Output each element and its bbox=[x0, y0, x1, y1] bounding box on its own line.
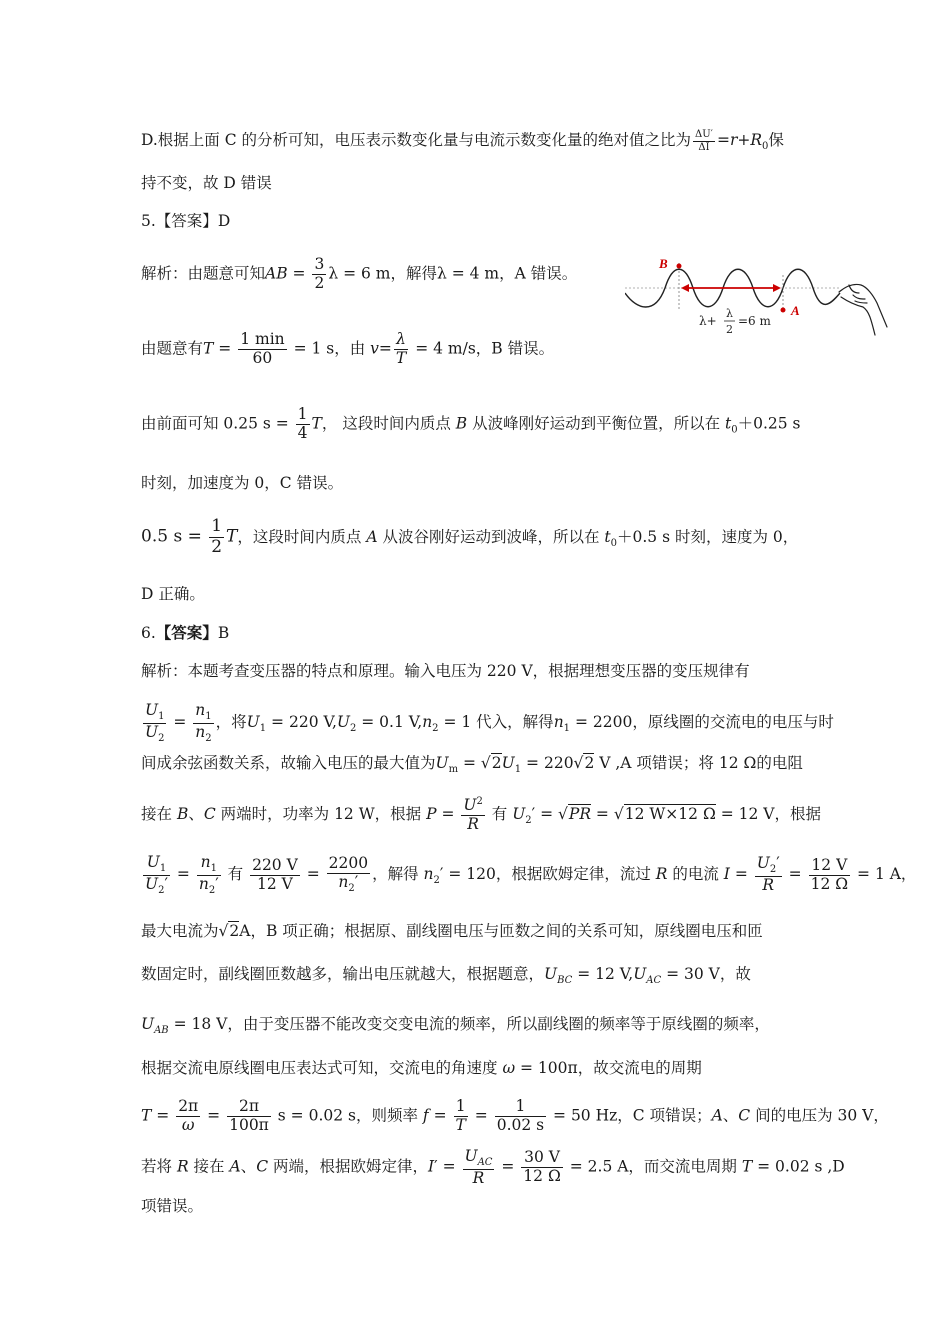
text: = bbox=[287, 264, 311, 283]
text: 0.5 s = bbox=[141, 526, 208, 547]
math: U bbox=[633, 965, 647, 983]
text: = bbox=[469, 1106, 493, 1125]
text: = bbox=[151, 1106, 175, 1125]
question-number: 5. bbox=[141, 212, 156, 230]
text: ＋0.25 s bbox=[737, 414, 801, 433]
math: AB bbox=[265, 264, 288, 283]
prime: ′ bbox=[354, 873, 359, 892]
text: = 12 V, bbox=[572, 965, 634, 983]
math: t bbox=[604, 527, 611, 546]
math: P bbox=[426, 804, 437, 823]
text: = bbox=[496, 1157, 520, 1176]
text: D.根据上面 C 的分析可知，电压表示数变化量与电流示数变化量的绝对值之比为 bbox=[141, 131, 692, 149]
q6-heading bbox=[141, 622, 229, 644]
arrow-head-left bbox=[681, 284, 689, 292]
q5-line6 bbox=[141, 583, 205, 605]
text: = bbox=[202, 1106, 226, 1125]
text: 时刻，加速度为 0，C 错误。 bbox=[141, 474, 344, 492]
fraction bbox=[227, 1098, 271, 1135]
text: = 0.02 s ,D bbox=[752, 1157, 845, 1176]
frac-num: n bbox=[195, 701, 206, 719]
math: R bbox=[176, 1157, 189, 1176]
q6-line7 bbox=[141, 963, 751, 992]
text: 的电流 bbox=[667, 865, 724, 884]
math: C bbox=[203, 804, 216, 823]
math: U bbox=[141, 1015, 155, 1033]
frac-num: 12 V bbox=[809, 857, 851, 876]
text: = 4 m/s，B 错误。 bbox=[410, 339, 555, 358]
subscript: 1 bbox=[205, 711, 212, 723]
frac-num: 2π bbox=[227, 1098, 271, 1117]
math: C bbox=[256, 1157, 269, 1176]
text: = 12 V，根据 bbox=[715, 804, 821, 823]
text: 间的电压为 30 V， bbox=[750, 1106, 889, 1125]
frac-den: n bbox=[338, 873, 349, 892]
superscript: 2 bbox=[476, 796, 483, 807]
frac-num: 1 min bbox=[240, 330, 285, 348]
q5-line5 bbox=[141, 517, 798, 557]
math: T bbox=[741, 1157, 753, 1176]
answer-value: B bbox=[217, 624, 230, 642]
text: = bbox=[436, 804, 460, 823]
d-conclusion-line2 bbox=[141, 172, 272, 194]
text: = 18 V，由于变压器不能改变交变电流的频率，所以副线圈的频率等于原线圈的频率， bbox=[168, 1015, 770, 1033]
fraction bbox=[176, 1098, 200, 1135]
figure-eq-a: λ+ bbox=[699, 314, 717, 328]
fraction bbox=[394, 331, 408, 368]
text: 从波峰刚好运动到平衡位置，所以在 bbox=[467, 414, 725, 433]
ratio-fraction bbox=[693, 129, 715, 153]
d-conclusion-line1 bbox=[141, 129, 784, 158]
fraction bbox=[809, 857, 851, 894]
text: = 1 s，由 bbox=[288, 339, 371, 358]
subscript: AB bbox=[154, 1025, 169, 1037]
frac-num: 30 V bbox=[521, 1149, 563, 1168]
q6-line8 bbox=[141, 1013, 770, 1042]
figure-eq-num: λ bbox=[726, 307, 733, 320]
subscript: 2 bbox=[158, 884, 165, 896]
point-b bbox=[677, 264, 682, 269]
frac-den: R bbox=[762, 875, 775, 894]
sqrt-arg: 2 bbox=[491, 754, 502, 772]
text: = 50 Hz，C 项错误； bbox=[548, 1106, 712, 1125]
math: I bbox=[723, 865, 730, 884]
subscript: 1 bbox=[259, 723, 267, 735]
subscript: 2 bbox=[525, 814, 532, 826]
text: = bbox=[783, 865, 807, 884]
frac-num: 1 bbox=[211, 516, 223, 536]
q5-heading bbox=[141, 210, 230, 232]
frac-den: 4 bbox=[297, 423, 308, 442]
sqrt-arg: PR bbox=[568, 804, 591, 823]
q6-line10 bbox=[141, 1098, 889, 1135]
prime: ′ bbox=[164, 874, 168, 893]
fraction bbox=[143, 854, 170, 896]
fraction bbox=[193, 702, 213, 744]
text: 两端时，功率为 12 W，根据 bbox=[215, 804, 427, 823]
prime: ′ bbox=[215, 874, 219, 893]
fraction bbox=[250, 857, 300, 894]
text: 两端，根据欧姆定律， bbox=[268, 1157, 428, 1176]
ratio-rhs: =r+R bbox=[716, 131, 763, 149]
prime: ′ bbox=[776, 854, 780, 873]
text: ′ = bbox=[434, 1157, 461, 1176]
point-a bbox=[781, 308, 786, 313]
frac-num: 1 bbox=[454, 1098, 468, 1117]
text: = 100π，故交流电的周期 bbox=[515, 1059, 702, 1077]
frac-num: U bbox=[146, 853, 160, 871]
frac-num: 2200 bbox=[328, 854, 369, 873]
fraction bbox=[461, 796, 484, 834]
q6-line2 bbox=[141, 702, 834, 744]
subscript: BC bbox=[557, 975, 573, 987]
frac-den: n bbox=[198, 874, 209, 893]
text: 项错误。 bbox=[141, 1197, 204, 1215]
label-b: B bbox=[659, 256, 668, 271]
q5-line2 bbox=[141, 331, 554, 368]
frac-num: 220 V bbox=[252, 855, 298, 874]
q6-line12 bbox=[141, 1195, 203, 1217]
ratio-num: ΔU′ bbox=[695, 129, 713, 140]
text: = 30 V，故 bbox=[661, 965, 751, 983]
fraction bbox=[197, 854, 221, 896]
text: = bbox=[168, 713, 192, 732]
math: I bbox=[428, 1157, 435, 1176]
text: = 0.1 V, bbox=[356, 713, 423, 732]
q6-line6 bbox=[141, 920, 763, 942]
subscript: 0 bbox=[610, 537, 617, 549]
frac-den: R bbox=[467, 814, 479, 833]
q5-line3 bbox=[141, 406, 801, 443]
text: D 正确。 bbox=[141, 585, 205, 603]
subscript: m bbox=[448, 764, 459, 776]
frac-num: 3 bbox=[314, 255, 325, 273]
math: T bbox=[311, 414, 322, 433]
subscript: 2 bbox=[348, 883, 355, 895]
text: ′ = √ bbox=[531, 804, 568, 823]
ratio-sub: 0 bbox=[762, 141, 769, 153]
answer-tag: 【答案】 bbox=[155, 212, 218, 230]
subscript: 1 bbox=[158, 711, 165, 723]
text: ，将 bbox=[215, 713, 247, 732]
q5-line4 bbox=[141, 472, 343, 494]
text: = √ bbox=[591, 804, 624, 823]
math: R bbox=[655, 865, 668, 884]
fraction bbox=[495, 1098, 546, 1135]
fraction bbox=[296, 406, 310, 443]
text: 保 bbox=[768, 131, 784, 149]
sqrt-arg: 12 W×12 Ω bbox=[624, 804, 716, 823]
q5-line1 bbox=[141, 256, 577, 293]
text: = 1 代入，解得 bbox=[438, 713, 554, 732]
hand-icon bbox=[839, 284, 887, 335]
arrow-head-right bbox=[773, 284, 781, 292]
frac-den: 2 bbox=[314, 273, 325, 292]
text: = 2.5 A，而交流电周期 bbox=[564, 1157, 742, 1176]
text: = √ bbox=[458, 754, 491, 772]
text: 数固定时，副线圈匝数越多，输出电压就越大，根据题意， bbox=[141, 965, 545, 983]
text: ，这段时间内质点 bbox=[237, 527, 367, 546]
subscript: 2 bbox=[433, 875, 440, 887]
text: = 1 A， bbox=[852, 865, 917, 884]
text: 解析：本题考查变压器的特点和原理。输入电压为 220 V，根据理想变压器的变压规律有 bbox=[141, 662, 750, 680]
text: ＋0.5 s 时刻，速度为 0， bbox=[617, 527, 799, 546]
text: A，B 项正确；根据原、副线圈电压与匝数之间的关系可知，原线圈电压和匝 bbox=[239, 922, 763, 940]
q6-line3 bbox=[141, 752, 803, 781]
math: A bbox=[229, 1157, 241, 1176]
text: s = 0.02 s，则频率 bbox=[272, 1106, 423, 1125]
fraction bbox=[454, 1098, 468, 1135]
figure-eq-den: 2 bbox=[726, 323, 733, 336]
text: 、 bbox=[188, 804, 204, 823]
text: = bbox=[729, 865, 753, 884]
frac-den: 12 V bbox=[257, 874, 293, 893]
text: 若将 bbox=[141, 1157, 177, 1176]
math: T bbox=[141, 1106, 152, 1125]
text: = bbox=[213, 339, 237, 358]
frac-den: 12 Ω bbox=[523, 1167, 561, 1186]
text: ，解得 bbox=[372, 865, 424, 884]
text: 持不变，故 D 错误 bbox=[141, 174, 272, 192]
text: 、 bbox=[722, 1106, 739, 1125]
fraction bbox=[521, 1149, 563, 1186]
text: ′ = 120，根据欧姆定律，流过 bbox=[439, 865, 656, 884]
math: A bbox=[366, 527, 378, 546]
text: 由前面可知 0.25 s = bbox=[141, 414, 294, 433]
subscript: 2 bbox=[205, 732, 212, 744]
frac-num: U bbox=[464, 1147, 478, 1165]
math: n bbox=[423, 865, 434, 884]
frac-num: 1 bbox=[495, 1098, 546, 1117]
q6-line9 bbox=[141, 1057, 702, 1079]
frac-den: 2 bbox=[211, 536, 223, 557]
subscript: AC bbox=[477, 1157, 493, 1169]
subscript: 1 bbox=[563, 723, 571, 735]
text: = bbox=[171, 865, 195, 884]
text: 间成余弦函数关系，故输入电压的最大值为 bbox=[141, 754, 436, 772]
subscript: 2 bbox=[208, 884, 216, 896]
math: C bbox=[738, 1106, 751, 1125]
math: A bbox=[711, 1106, 723, 1125]
math: T bbox=[203, 339, 214, 358]
subscript: AC bbox=[646, 975, 662, 987]
math: n bbox=[422, 713, 433, 732]
figure-eq-b: =6 m bbox=[738, 314, 771, 328]
subscript: 0 bbox=[731, 424, 738, 436]
frac-den: U bbox=[145, 722, 159, 741]
math: v bbox=[370, 339, 379, 358]
text: 从波谷刚好运动到波峰，所以在 bbox=[377, 527, 605, 546]
math: U bbox=[435, 754, 449, 772]
frac-num: λ bbox=[394, 331, 408, 350]
text: λ = 6 m，解得λ = 4 m，A 错误。 bbox=[328, 264, 578, 283]
frac-den: T bbox=[455, 1115, 466, 1134]
math: B bbox=[455, 414, 468, 433]
frac-num: U bbox=[756, 854, 770, 873]
math: U bbox=[336, 713, 350, 732]
subscript: 1 bbox=[159, 863, 167, 875]
text: = bbox=[301, 865, 325, 884]
text: 有 bbox=[486, 804, 513, 823]
text: = bbox=[378, 339, 392, 358]
subscript: 2 bbox=[769, 864, 777, 876]
frac-den: 12 Ω bbox=[810, 874, 849, 893]
fraction bbox=[463, 1148, 495, 1187]
math: t bbox=[725, 414, 732, 433]
q6-line11 bbox=[141, 1148, 845, 1187]
subscript: 2 bbox=[432, 723, 439, 735]
frac-num: U bbox=[463, 796, 477, 815]
math: n bbox=[553, 713, 564, 732]
frac-den: U bbox=[145, 874, 159, 893]
frac-den: n bbox=[195, 722, 206, 741]
q6-line5 bbox=[141, 854, 916, 896]
fraction bbox=[312, 256, 326, 293]
math: T bbox=[226, 526, 238, 547]
label-a: A bbox=[791, 303, 800, 318]
text: 解析：由题意可知 bbox=[141, 264, 266, 283]
frac-den: 100π bbox=[229, 1115, 269, 1134]
subscript: 1 bbox=[210, 863, 217, 875]
text: V ,A 项错误；将 12 Ω的电阻 bbox=[594, 754, 803, 772]
fraction bbox=[327, 855, 370, 894]
frac-den: 60 bbox=[252, 348, 273, 367]
subscript: 2 bbox=[158, 732, 165, 744]
frac-num: 2π bbox=[178, 1097, 199, 1115]
text: 接在 bbox=[188, 1157, 230, 1176]
subscript: 2 bbox=[349, 723, 357, 735]
frac-num: n bbox=[200, 853, 211, 871]
ratio-den: ΔI bbox=[698, 141, 710, 153]
text: = bbox=[428, 1106, 452, 1125]
sqrt-arg: 2 bbox=[584, 754, 595, 772]
text: = 2200，原线圈的交流电的电压与时 bbox=[570, 713, 834, 732]
frac-num: U bbox=[145, 701, 159, 719]
answer-tag: 【答案】 bbox=[155, 623, 218, 642]
frac-den: ω bbox=[181, 1115, 195, 1134]
text: 接在 bbox=[141, 804, 177, 823]
math: B bbox=[176, 804, 189, 823]
text: = 220 V, bbox=[266, 713, 337, 732]
text: = 220√ bbox=[521, 754, 584, 772]
frac-den: T bbox=[395, 348, 407, 367]
fraction bbox=[238, 331, 286, 368]
math: U bbox=[246, 713, 260, 732]
frac-num: 1 bbox=[297, 405, 308, 423]
frac-den: R bbox=[472, 1168, 485, 1187]
text: 有 bbox=[222, 865, 249, 884]
text: 、 bbox=[240, 1157, 257, 1176]
answer-value: D bbox=[217, 212, 231, 230]
math: U bbox=[501, 754, 515, 772]
sqrt-arg: 2 bbox=[229, 922, 240, 940]
text: 最大电流为√ bbox=[141, 922, 229, 940]
wave-figure bbox=[625, 255, 890, 340]
frac-den: 0.02 s bbox=[496, 1115, 545, 1134]
q6-line4 bbox=[141, 796, 821, 834]
subscript: 1 bbox=[514, 764, 522, 776]
text: 由题意有 bbox=[141, 339, 204, 358]
q6-line1 bbox=[141, 660, 750, 682]
math: U bbox=[512, 804, 526, 823]
question-number: 6. bbox=[141, 624, 156, 642]
text: 根据交流电原线圈电压表达式可知，交流电的角速度 bbox=[141, 1059, 503, 1077]
fraction bbox=[755, 855, 782, 894]
text: ， 这段时间内质点 bbox=[321, 414, 456, 433]
fraction bbox=[209, 517, 224, 557]
math: U bbox=[544, 965, 558, 983]
math: f bbox=[422, 1106, 429, 1125]
fraction bbox=[143, 702, 166, 744]
math: ω bbox=[502, 1059, 516, 1077]
